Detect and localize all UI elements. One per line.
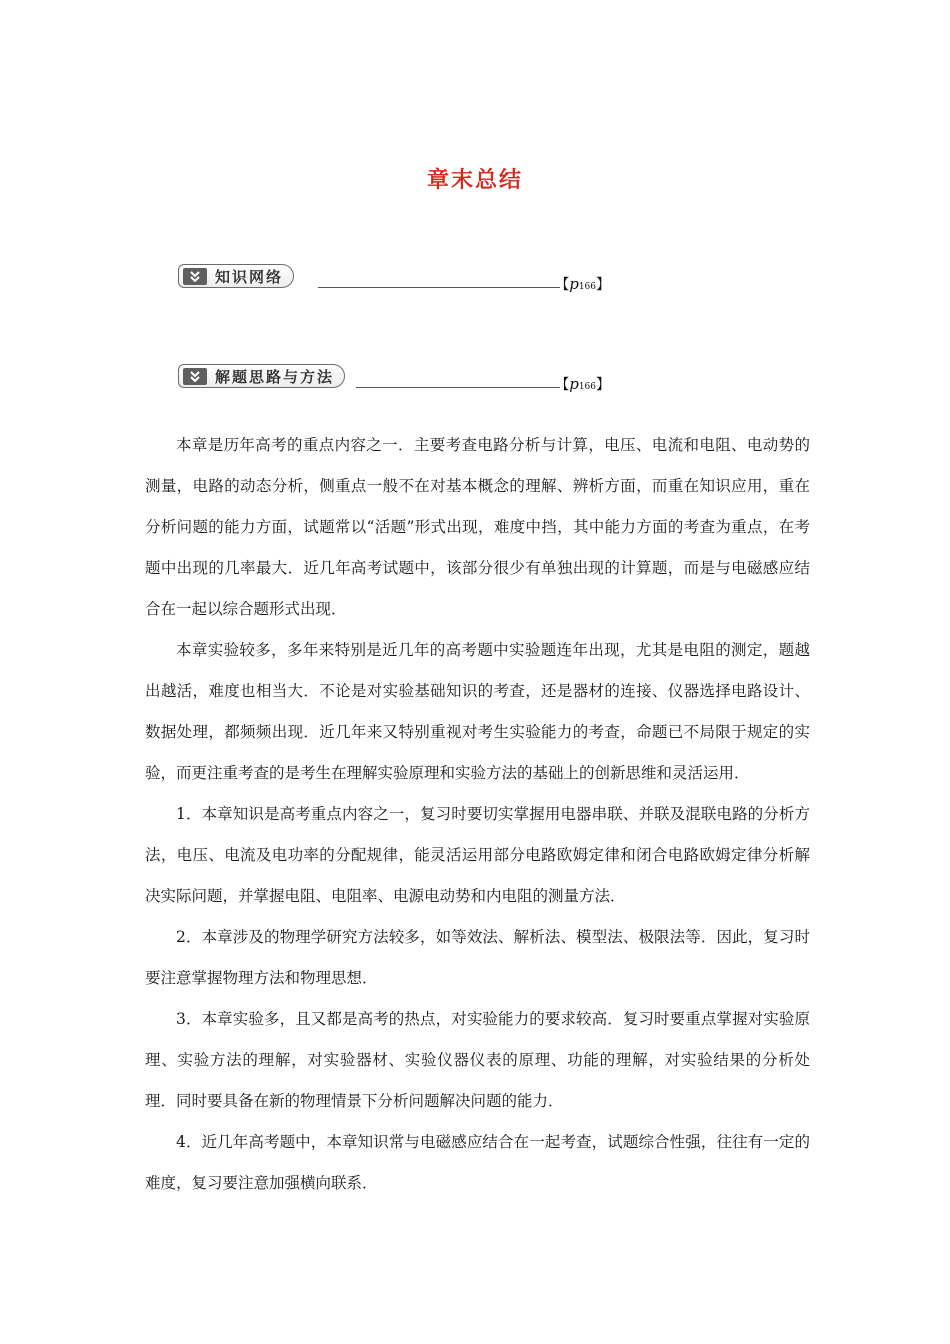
paragraph: 本章实验较多，多年来特别是近几年的高考题中实验题连年出现，尤其是电阻的测定，题越出越活，难度也相当大．不论是对实验基础知识的考查，还是器材的连接、仪器选择电路设计、数据处理，都频频出现．近几年来又特别重视对考生实验能力的考查，命题已不局限于规定的实验，而更注重考查的是考生在理解实验原理和实验方法的基础上的创新思维和灵活运用． [145, 641, 810, 782]
chevron-down-icon [183, 368, 207, 385]
paragraph: 本章是历年高考的重点内容之一．主要考查电路分析与计算，电压、电流和电阻、电动势的测量，电路的动态分析，侧重点一般不在对基本概念的理解、辨析方面，而重在知识应用，重在分析问题的能力方面，试题常以“活题”形式出现，难度中挡，其中能力方面的考查为重点，在考题中出现的几率最大．近几年高考试题中，该部分很少有单独出现的计算题，而是与电磁感应结合在一起以综合题形式出现． [145, 436, 810, 618]
section-label: 解题思路与方法 [215, 367, 335, 386]
page-reference: 【p166】 [555, 275, 610, 293]
page-reference: 【p166】 [555, 375, 610, 393]
page-title: 章末总结 [426, 168, 523, 193]
section-label: 知识网络 [215, 267, 284, 286]
section-knowledge-network [178, 264, 610, 294]
paragraph: 2．本章涉及的物理学研究方法较多，如等效法、解析法、模型法、极限法等．因此，复习时要注意掌握物理方法和物理思想． [145, 928, 810, 987]
paragraph: 4．近几年高考题中，本章知识常与电磁感应结合在一起考查，试题综合性强，往往有一定的难度，复习要注意加强横向联系． [145, 1133, 810, 1192]
paragraph: 1．本章知识是高考重点内容之一，复习时要切实掌握用电器串联、并联及混联电路的分析方法，电压、电流及电功率的分配规律，能灵活运用部分电路欧姆定律和闭合电路欧姆定律分析解决实际问题，并掌握电阻、电阻率、电源电动势和内电阻的测量方法． [145, 805, 810, 905]
paragraph: 3．本章实验多，且又都是高考的热点，对实验能力的要求较高．复习时要重点掌握对实验原理、实验方法的理解，对实验器材、实验仪器仪表的原理、功能的理解，对实验结果的分析处理．同时要具备在新的物理情景下分析问题解决问题的能力． [145, 1010, 810, 1110]
section-tab [178, 364, 345, 388]
section-divider [356, 387, 560, 388]
section-methods [178, 364, 610, 394]
section-divider [318, 287, 560, 288]
chevron-down-icon [183, 268, 207, 285]
body-text [145, 425, 810, 1204]
section-tab [178, 264, 294, 288]
